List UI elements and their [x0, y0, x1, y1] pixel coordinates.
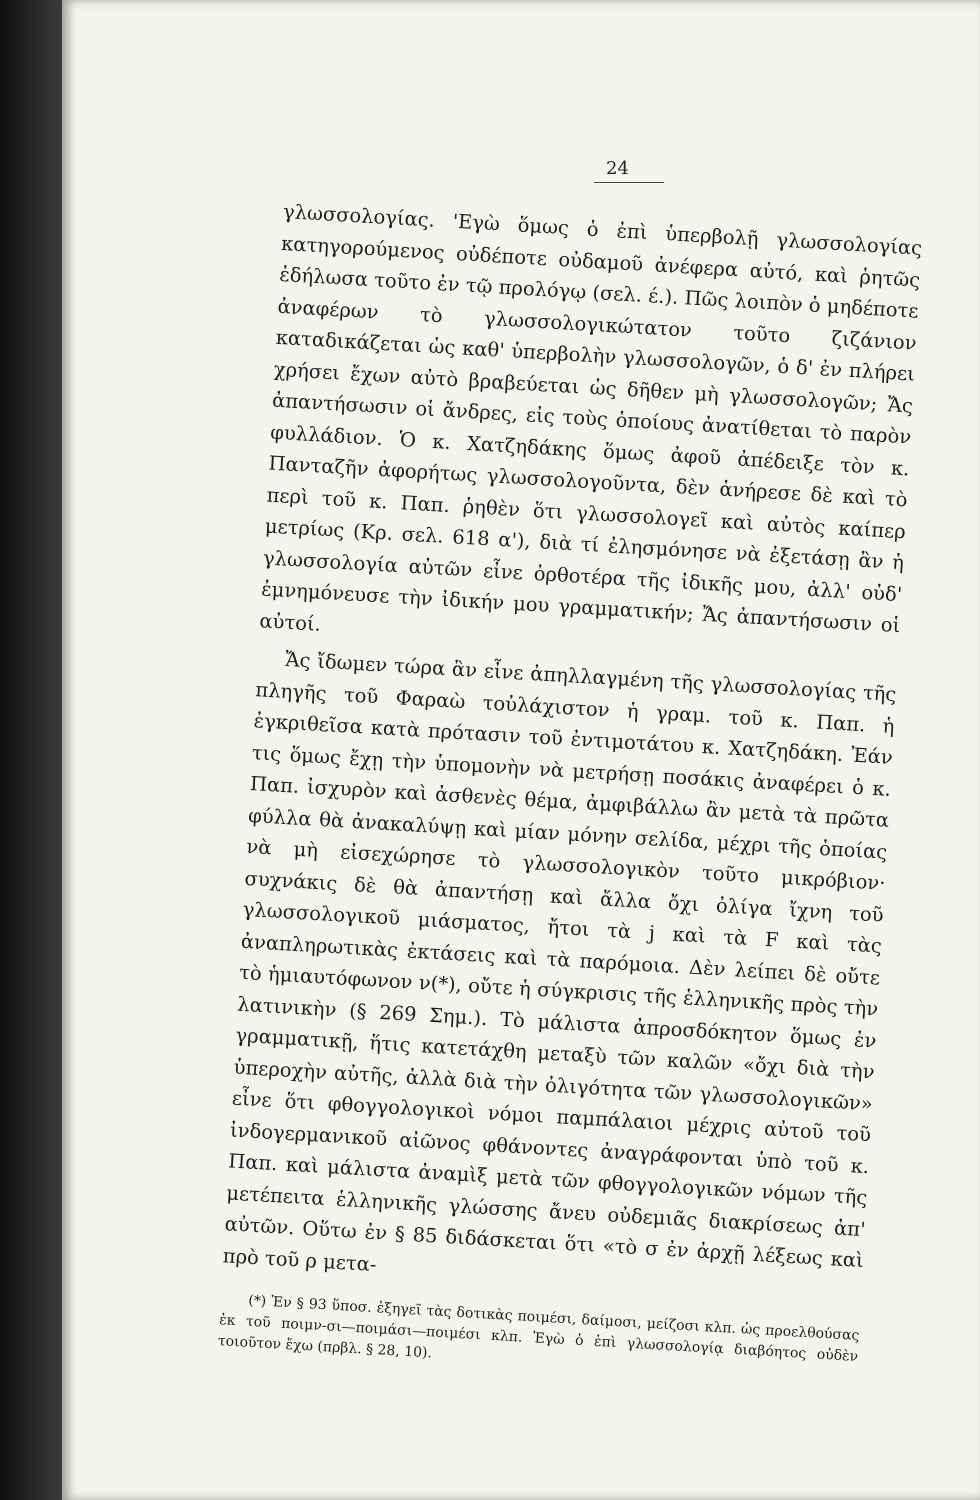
paragraph-1: γλωσσολογίας. 'Εγὼ ὅμως ὁ ἐπὶ ὑπερβολῇ γλωσσολογίας κατηγορούμενος οὐδέποτε οὐδαμοῦ ἀνέφερα αὐτό, καὶ ῥητῶς ἐδήλωσα τοῦτο ἐν τῷ προλόγῳ (σελ. έ.). Πῶς λοιπὸν ὁ μηδέποτε ἀναφέρων τὸ γλωσσολογικώτατον τοῦτο ζιζάνιον καταδικάζεται ὡς καθ' ὑπερβολὴν γλωσσολογῶν, ὁ δ' ἐν πλήρει χρήσει ἔχων αὐτὸ βραβεύεται ὡς δῆθεν μὴ γλωσσολογῶν; Ἄς ἀπαντήσωσιν οἱ ἄνδρες, εἰς τοὺς ὁποίους ἀνατίθεται τὸ παρὸν φυλλάδιον. Ὁ κ. Χατζηδάκης ὅμως ἀφοῦ ἀπέδειξε τὸν κ. Πανταζῆν ἀφορήτως γλωσσολογοῦντα, δὲν ἀνήρεσε δὲ καὶ τὸ περὶ τοῦ κ. Παπ. ῥηθὲν ὅτι γλωσσολογεῖ καὶ αὐτὸς καίπερ μετρίως (Κρ. σελ. 618 α'), διὰ τί ἐλησμόνησε νὰ ἐξετάσῃ ἂν ἡ γλωσσολογία αὐτῶν εἶνε ὀρθοτέρα τῆς ἰδικῆς μου, ἀλλ' οὐδ' ἐμνημόνευσε τὴν ἰδικήν μου γραμματικήν; Ἄς ἀπαντήσωσιν οἱ αὐτοί.	[258, 199, 923, 638]
page-number-rule	[594, 182, 664, 183]
book-page	[62, 0, 980, 1500]
paragraph-2: Ἄς ἴδωμεν τώρα ἂν εἶνε ἀπηλλαγμένη τῆς γλωσσολογίας τῆς πληγῆς τοῦ Φαραὼ τοὐλάχιστον ἡ γραμ. τοῦ κ. Παπ. ἡ ἐγκριθεῖσα κατὰ πρότασιν τοῦ ἐντιμοτάτου κ. Χατζηδάκη. Ἐάν τις ὅμως ἔχῃ τὴν ὑπομονὴν νὰ μετρήσῃ ποσάκις ἀναφέρει ὁ κ. Παπ. ἰσχυρὸν καὶ ἀσθενὲς θέμα, ἀμφιβάλλω ἂν μετὰ τὰ πρῶτα φύλλα θὰ ἀνακαλύψῃ καὶ μίαν μόνην σελίδα, μέχρι τῆς ὁποίας νὰ μὴ εἰσεχώρησε τὸ γλωσσολογικὸν τοῦτο μικρόβιον· συχνάκις δὲ θὰ ἀπαντήσῃ καὶ ἄλλα ὄχι ὀλίγα ἴχνη τοῦ γλωσσολογικοῦ μιάσματος, ἤτοι τὰ j καὶ τὰ F καὶ τὰς ἀναπληρωτικὰς ἐκτάσεις καὶ τὰ παρόμοια. Δὲν λείπει δὲ οὔτε τὸ ἡμιαυτόφωνον ν(*), οὔτε ἡ σύγκρισις τῆς ἑλληνικῆς πρὸς τὴν λατινικὴν (§ 269 Σημ.). Τὸ μάλιστα ἀπροσδόκητον ὅμως ἐν γραμματικῇ, ἥτις κατετάχθη μεταξὺ τῶν καλῶν «ὄχι διὰ τὴν ὑπεροχὴν αὐτῆς, ἀλλὰ διὰ τὴν ὀλιγότητα τῶν γλωσσολογικῶν» εἶνε ὅτι φθογγολογικοὶ νόμοι παμπάλαιοι μέχρις αὐτοῦ τοῦ ἰνδογερμανικοῦ αἰῶνος φθάνοντες ἀναγράφονται ὑπὸ τοῦ κ. Παπ. καὶ μάλιστα ἀναμὶξ μετὰ τῶν φθογγολογικῶν νόμων τῆς μετέπειτα ἑλληνικῆς γλώσσης ἄνευ οὐδεμιᾶς διακρίσεως ἀπ' αὐτῶν. Οὕτω ἐν § 85 διδάσκεται ὅτι «τὸ σ ἐν ἀρχῇ λέξεως καὶ πρὸ τοῦ ρ μετα-	[222, 647, 897, 1276]
footnote: (*) Ἐν § 93 ὕποσ. ἐξηγεῖ τὰς δοτικὰς ποιμέσι, δαίμοσι, μείζοσι κλπ. ὡς προελθούσας ἐκ τοῦ ποιμν-σι—ποιμάσι—ποιμέσι κλπ. Ἐγὼ ὁ ἐπὶ γλωσσολογίᾳ διαβόητος οὐδὲν τοιοῦτον ἔχω (πρβλ. § 28, 10).	[217, 1292, 860, 1365]
scan-dark-border	[0, 0, 62, 1500]
page-number: 24	[606, 158, 629, 179]
page-text-block	[217, 196, 923, 1389]
